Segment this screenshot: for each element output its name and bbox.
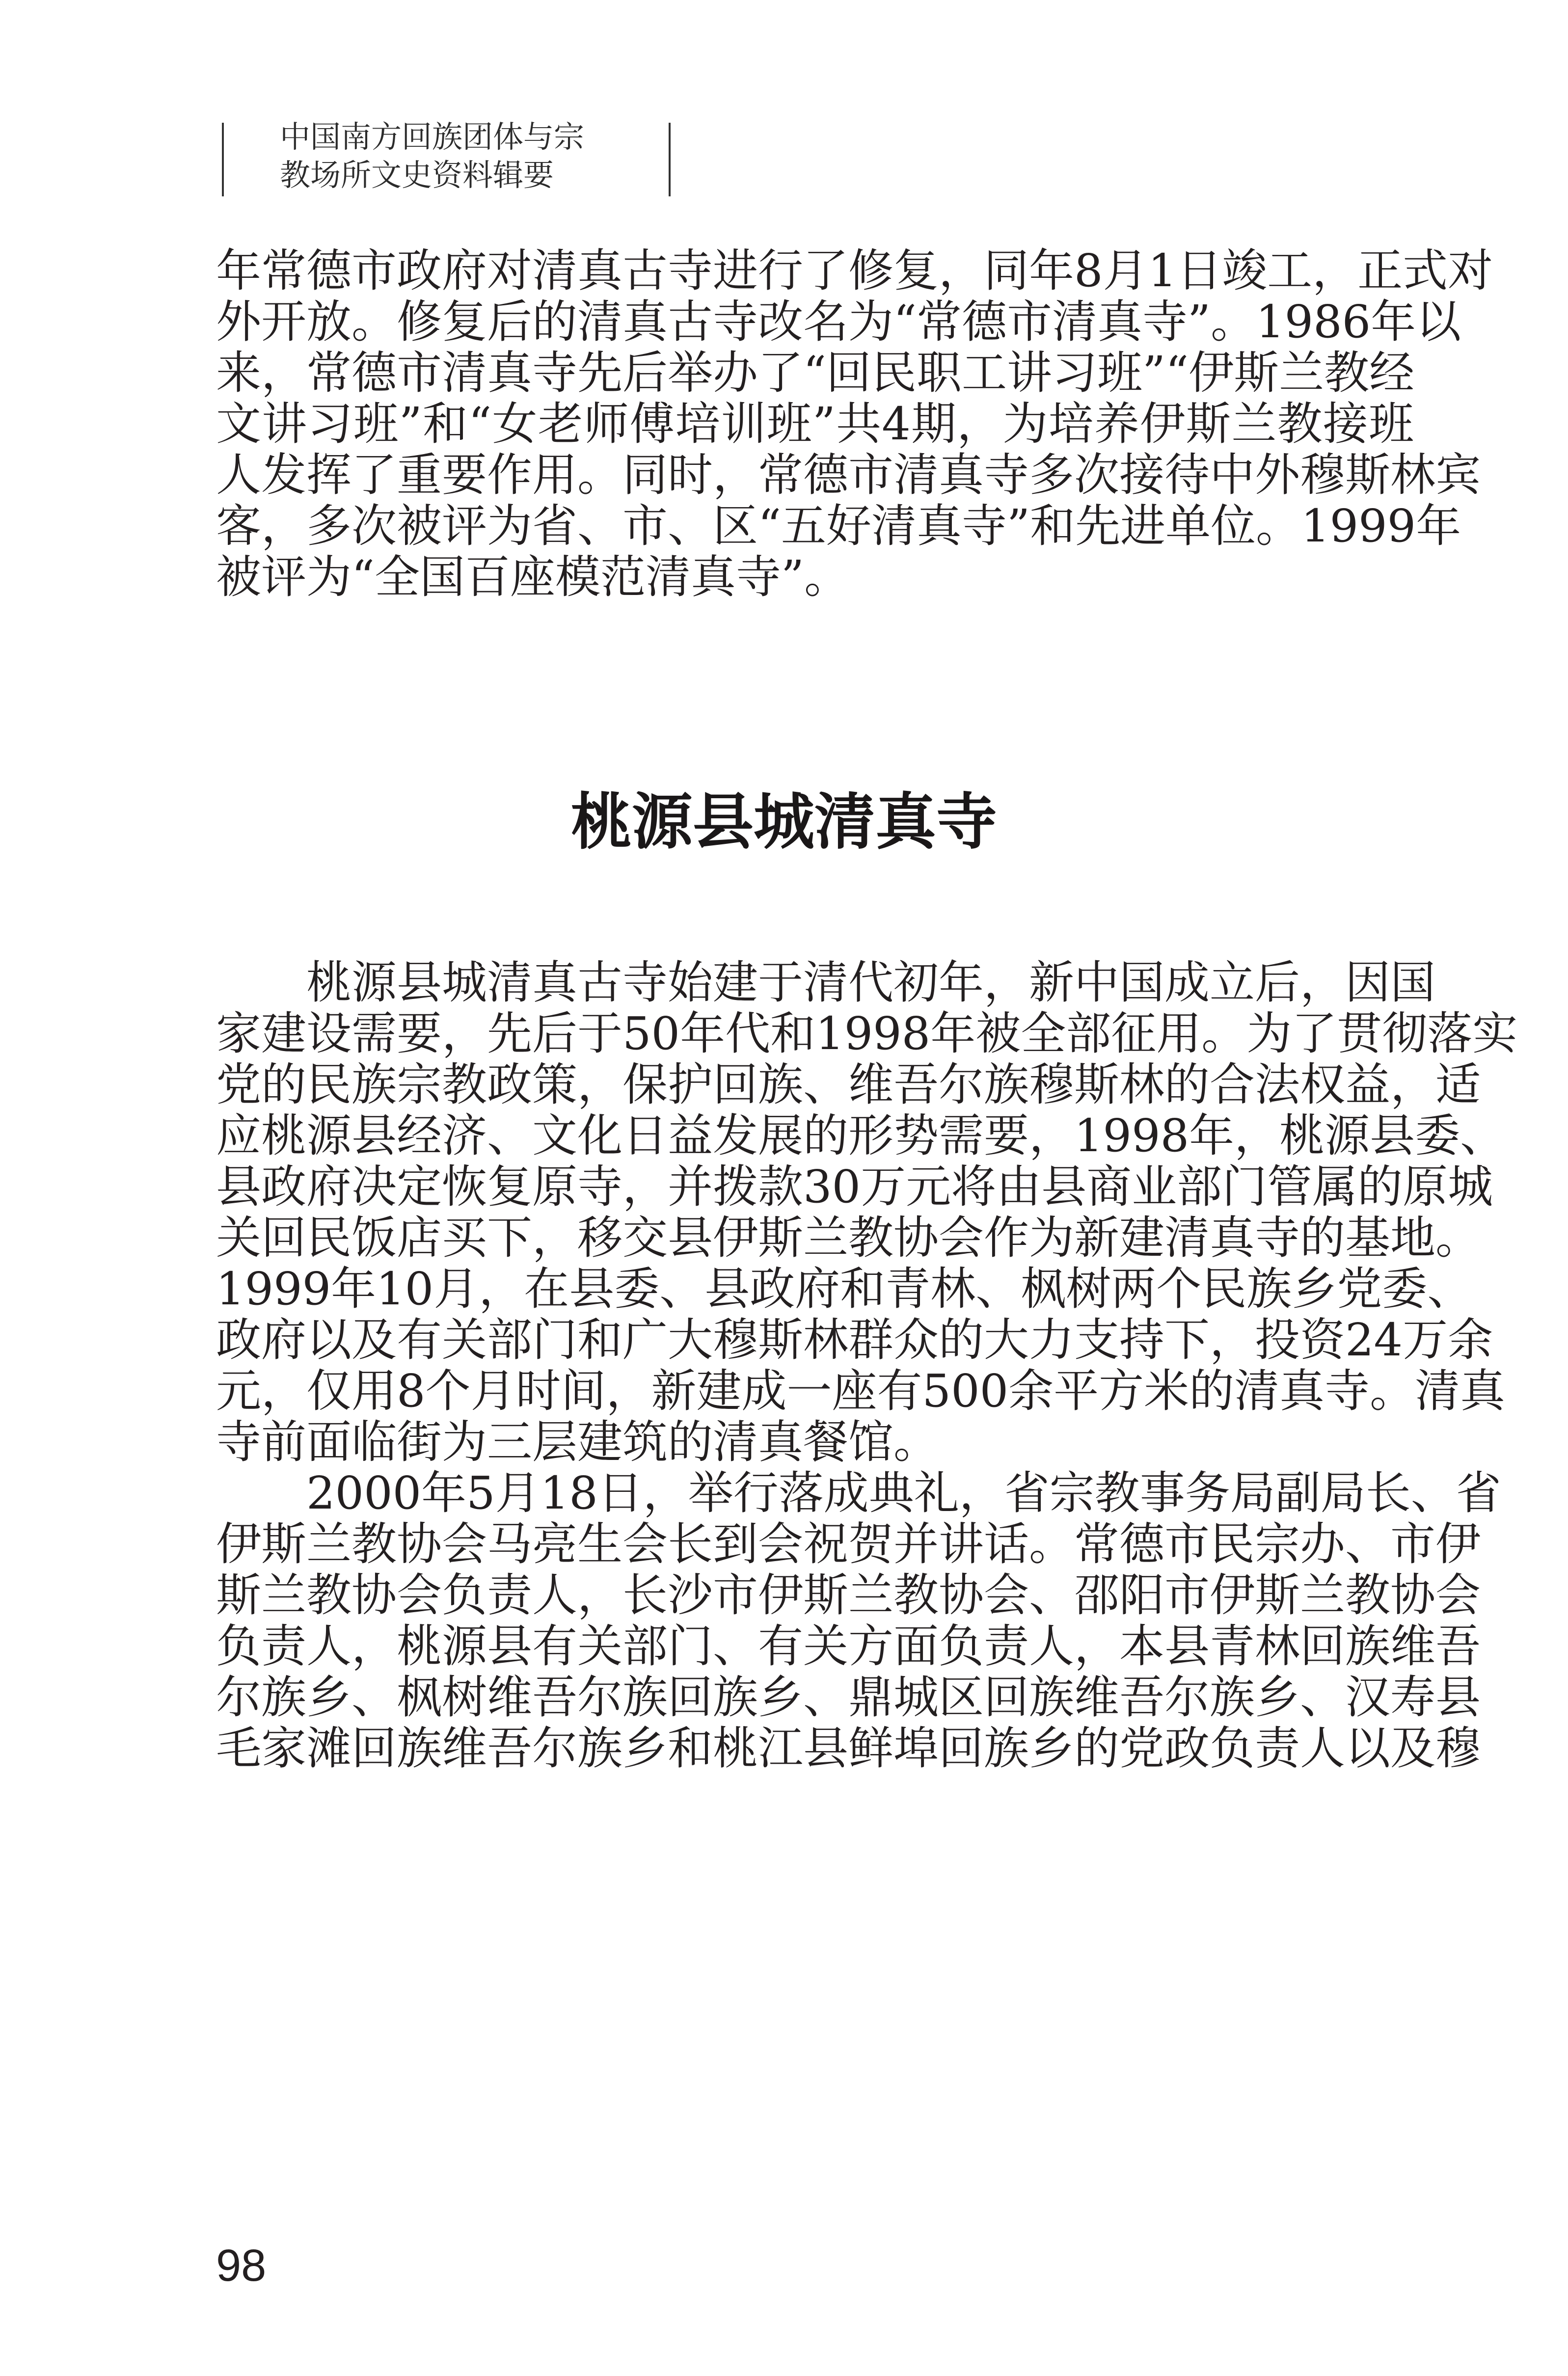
intro-line-5: 人发挥了重要作用。同时，常德市清真寺多次接待中外穆斯林宾 — [216, 449, 1481, 501]
paragraph1-line-6: 关回民饭店买下，移交县伊斯兰教协会作为新建清真寺的基地。 — [216, 1212, 1481, 1264]
section-title: 桃源县城清真寺 — [570, 787, 997, 858]
paragraph2-line-6: 毛家滩回族维吾尔族乡和桃江县鲜埠回族乡的党政负责人以及穆 — [216, 1722, 1481, 1775]
intro-line-7: 被评为“全国百座模范清真寺”。 — [216, 551, 850, 603]
header-title-line-1: 中国南方回族团体与宗 — [280, 119, 585, 155]
intro-line-2: 外开放。修复后的清真古寺改名为“常德市清真寺”。1986年以 — [216, 296, 1461, 348]
paragraph1-line-3: 党的民族宗教政策，保护回族、维吾尔族穆斯林的合法权益，适 — [216, 1058, 1481, 1111]
paragraph2-line-1: 2000年5月18日，举行落成典礼，省宗教事务局副局长、省 — [306, 1467, 1501, 1519]
header-right-rule — [669, 123, 671, 196]
intro-line-1: 年常德市政府对清真古寺进行了修复，同年8月1日竣工，正式对 — [216, 244, 1493, 297]
paragraph1-line-1: 桃源县城清真古寺始建于清代初年，新中国成立后，因国 — [306, 956, 1436, 1009]
paragraph2-line-2: 伊斯兰教协会马亮生会长到会祝贺并讲话。常德市民宗办、市伊 — [216, 1518, 1481, 1570]
header-title-line-2: 教场所文史资料辑要 — [280, 157, 554, 193]
paragraph1-line-4: 应桃源县经济、文化日益发展的形势需要，1998年，桃源县委、 — [216, 1109, 1506, 1162]
intro-line-4: 文讲习班”和“女老师傅培训班”共4期，为培养伊斯兰教接班 — [216, 398, 1414, 450]
paragraph1-line-8: 政府以及有关部门和广大穆斯林群众的大力支持下，投资24万余 — [216, 1314, 1493, 1366]
header-left-rule — [222, 123, 224, 196]
paragraph1-line-10: 寺前面临街为三层建筑的清真餐馆。 — [216, 1416, 939, 1468]
intro-line-3: 来，常德市清真寺先后举办了“回民职工讲习班”“伊斯兰教经 — [216, 347, 1415, 399]
paragraph1-line-2: 家建设需要，先后于50年代和1998年被全部征用。为了贯彻落实 — [216, 1007, 1518, 1060]
paragraph2-line-3: 斯兰教协会负责人，长沙市伊斯兰教协会、邵阳市伊斯兰教协会 — [216, 1569, 1481, 1621]
paragraph2-line-5: 尔族乡、枫树维吾尔族回族乡、鼎城区回族维吾尔族乡、汉寿县 — [216, 1671, 1481, 1724]
paragraph1-line-9: 元，仅用8个月时间，新建成一座有500余平方米的清真寺。清真 — [216, 1365, 1506, 1417]
paragraph2-line-4: 负责人，桃源县有关部门、有关方面负责人，本县青林回族维吾 — [216, 1620, 1481, 1673]
running-header — [216, 113, 673, 196]
page-number: 98 — [216, 2241, 267, 2291]
header-title — [280, 118, 653, 194]
paragraph1-line-7: 1999年10月，在县委、县政府和青林、枫树两个民族乡党委、 — [216, 1263, 1473, 1315]
intro-line-6: 客，多次被评为省、市、区“五好清真寺”和先进单位。1999年 — [216, 500, 1461, 552]
paragraph1-line-5: 县政府决定恢复原寺，并拨款30万元将由县商业部门管属的原城 — [216, 1161, 1493, 1213]
